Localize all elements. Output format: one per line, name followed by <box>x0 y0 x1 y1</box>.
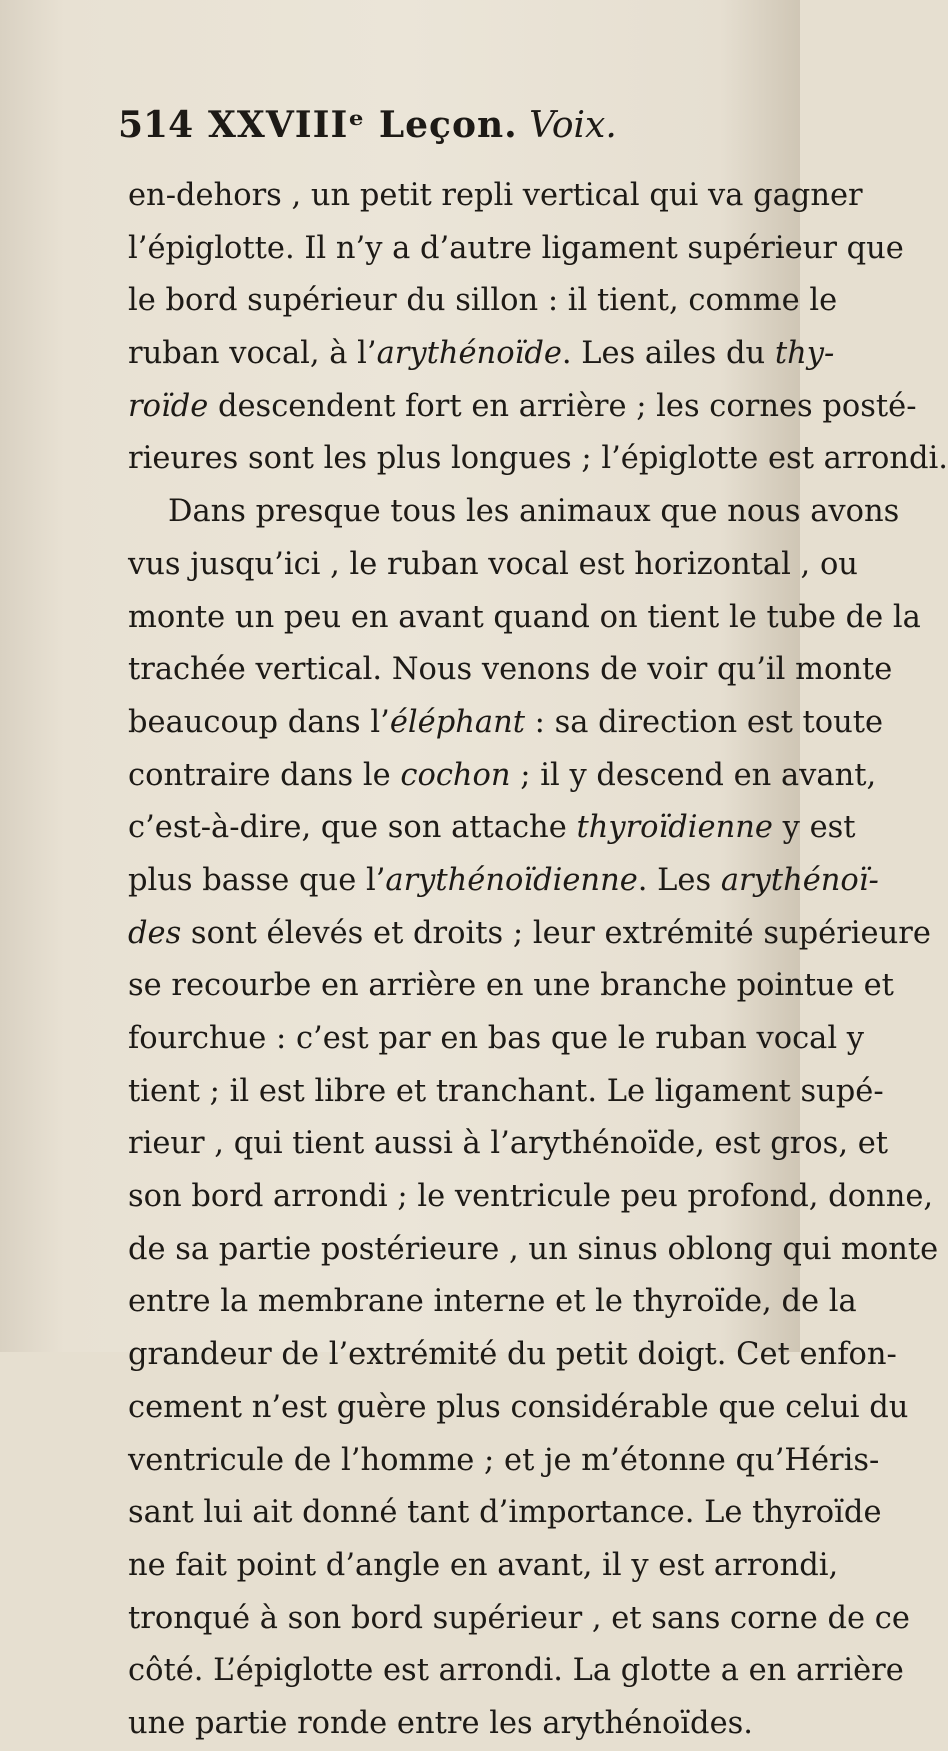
text-segment: roïde <box>128 388 209 424</box>
text-line <box>128 1224 939 1277</box>
text-segment: éléphant <box>389 704 525 740</box>
text-line <box>128 1540 839 1593</box>
text-segment: rieur , qui tient aussi à l’arythénoïde, est gros, et <box>128 1126 889 1162</box>
text-segment: y est <box>772 810 856 846</box>
running-header <box>118 100 738 150</box>
text-line <box>128 592 921 645</box>
text-segment: thy- <box>774 336 835 372</box>
text-segment: sont élevés et droits ; leur extrémité supérieure <box>181 915 931 951</box>
text-segment: trachée vertical. Nous venons de voir qu’il monte <box>128 652 893 688</box>
text-line <box>128 170 863 223</box>
text-line <box>128 1382 909 1435</box>
text-segment: beaucoup dans l’ <box>128 704 390 740</box>
text-line <box>128 644 893 697</box>
text-segment: grandeur de l’extrémité du petit doigt. Cet enfon- <box>128 1337 897 1373</box>
body-text <box>128 170 948 1751</box>
text-line <box>128 1276 857 1329</box>
text-line <box>128 486 900 539</box>
text-segment: monte un peu en avant quand on tient le tube de la <box>128 599 921 635</box>
text-line <box>128 1593 910 1646</box>
text-segment: en-dehors , un petit repli vertical qui va gagner <box>128 178 863 213</box>
text-segment: contraire dans le <box>128 757 401 793</box>
text-line <box>128 1013 865 1066</box>
text-segment: Dans presque tous les animaux que nous avons <box>168 494 900 530</box>
text-line <box>128 750 877 803</box>
text-segment: arythénoïde <box>376 336 562 372</box>
lecon-title: XXVIIIᵉ Leçon. <box>208 104 518 146</box>
text-segment: ; il y descend en avant, <box>510 757 877 793</box>
text-segment: le bord supérieur du sillon : il tient, comme le <box>128 283 838 319</box>
text-segment: . Les ailes du <box>561 336 775 372</box>
running-title <box>208 100 617 151</box>
text-line <box>128 539 858 592</box>
text-segment: de sa partie postérieure , un sinus oblong qui monte <box>128 1231 939 1267</box>
text-line <box>128 275 838 328</box>
text-segment: rieures sont les plus longues ; l’épiglotte est arrondi. <box>128 441 948 477</box>
text-segment: thyroïdienne <box>576 810 773 846</box>
text-line <box>128 381 917 434</box>
text-segment: plus basse que l’ <box>128 862 386 898</box>
text-segment: tient ; il est libre et tranchant. Le ligament supé- <box>128 1073 884 1109</box>
text-segment: côté. L’épiglotte est arrondi. La glotte a en arrière <box>128 1653 904 1689</box>
text-line <box>128 1329 897 1382</box>
text-segment: descendent fort en arrière ; les cornes posté- <box>208 388 917 424</box>
text-segment: ruban vocal, à l’ <box>128 336 377 372</box>
text-line <box>128 1435 880 1488</box>
text-segment: fourchue : c’est par en bas que le ruban vocal y <box>128 1021 865 1056</box>
text-segment: une partie ronde entre les arythénoïdes. <box>128 1705 753 1741</box>
text-line <box>128 1698 753 1751</box>
text-line <box>128 223 904 276</box>
text-line <box>128 697 884 750</box>
text-segment: cement n’est guère plus considérable que celui du <box>128 1389 909 1425</box>
text-segment: tronqué à son bord supérieur , et sans corne de ce <box>128 1600 910 1636</box>
text-line <box>128 960 894 1013</box>
text-line <box>128 1645 904 1698</box>
text-line <box>128 328 835 381</box>
text-segment: l’épiglotte. Il n’y a d’autre ligament supérieur que <box>128 230 904 266</box>
text-segment: ne fait point d’angle en avant, il y est arrondi, <box>128 1547 839 1583</box>
text-line <box>128 1487 882 1540</box>
text-segment: arythénoï- <box>720 862 879 898</box>
text-line <box>128 433 948 486</box>
text-segment: : sa direction est toute <box>524 704 884 740</box>
text-segment: des <box>128 915 182 951</box>
text-line <box>128 1171 934 1224</box>
text-segment: ventricule de l’homme ; et je m’étonne qu’Héris- <box>128 1442 880 1478</box>
text-segment: se recourbe en arrière en une branche pointue et <box>128 968 894 1004</box>
text-segment: arythénoïdienne <box>385 862 638 898</box>
page-number: 514 <box>118 104 194 146</box>
subject-title: Voix. <box>529 105 617 146</box>
text-line <box>128 908 931 961</box>
text-segment: vus jusqu’ici , le ruban vocal est horizontal , ou <box>128 546 858 582</box>
text-segment: c’est-à-dire, que son attache <box>128 810 577 846</box>
text-line <box>128 1066 884 1119</box>
text-line <box>128 855 879 908</box>
text-segment: cochon <box>400 757 511 793</box>
text-segment: sant lui ait donné tant d’importance. Le thyroïde <box>128 1495 882 1531</box>
text-segment: . Les <box>637 862 721 898</box>
text-segment: entre la membrane interne et le thyroïde, de la <box>128 1284 857 1320</box>
text-line <box>128 802 856 855</box>
text-line <box>128 1118 889 1171</box>
text-segment: son bord arrondi ; le ventricule peu profond, donne, <box>128 1179 934 1215</box>
